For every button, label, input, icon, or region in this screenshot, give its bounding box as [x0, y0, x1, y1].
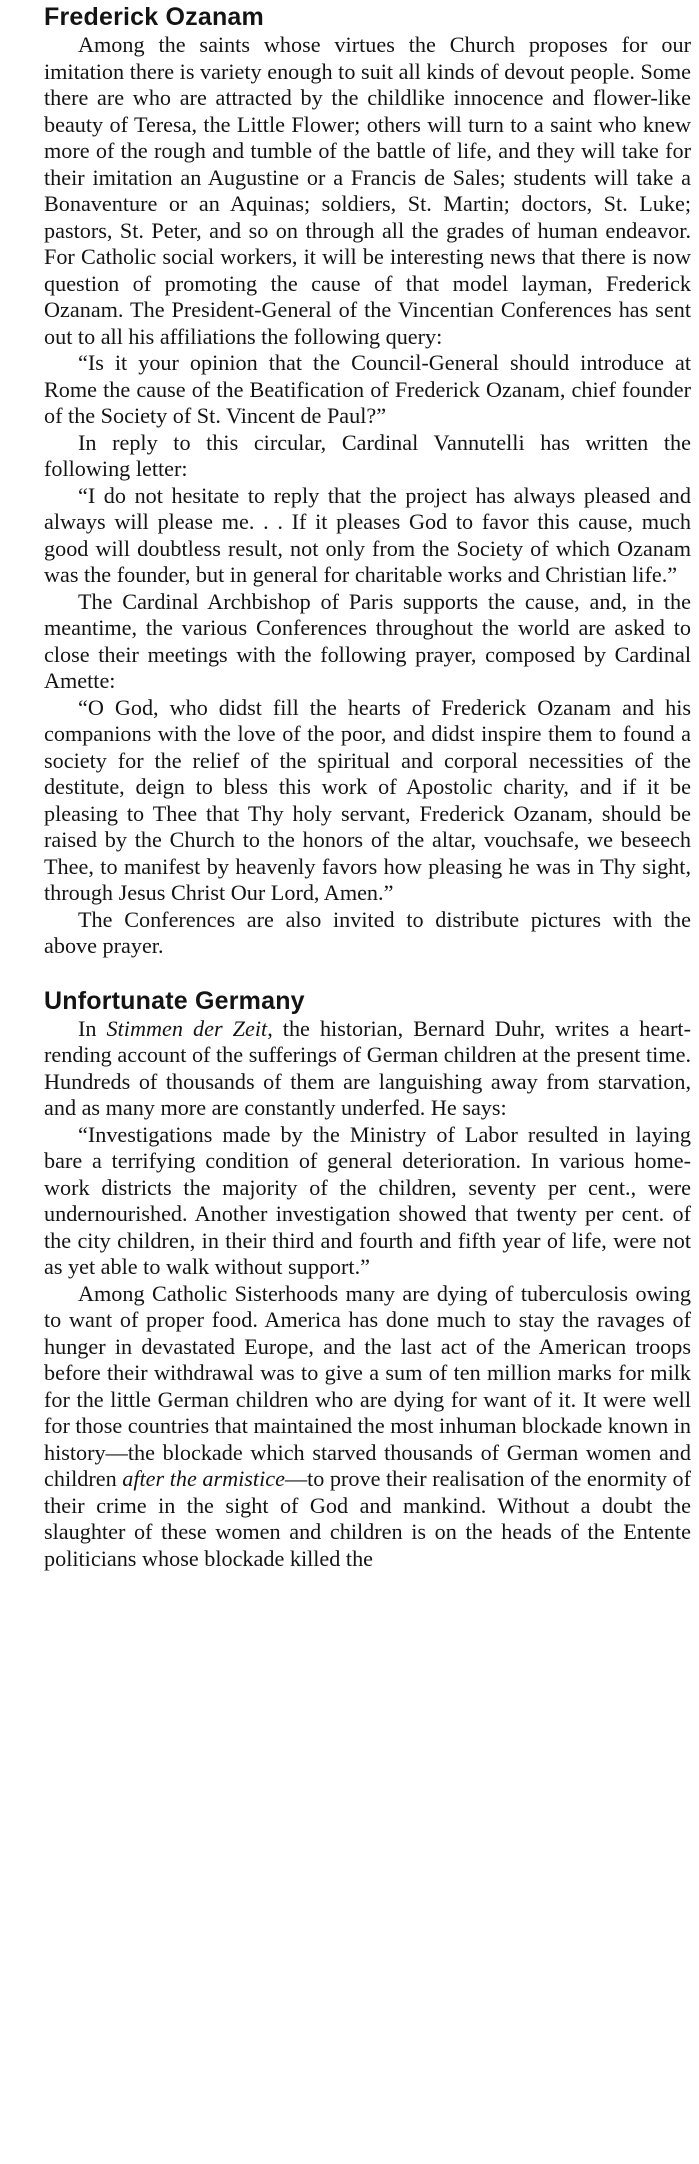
paragraph-text: —to prove their realisation of the enormity of their crime in the sight of God and mankind. Without a doubt the slaughter of these women and children is on the heads of the Entente politicians whose blockade killed the: [44, 1466, 691, 1571]
paragraph-text: The Cardinal Archbishop of Paris supports the cause, and, in the meantime, the various Conferences throughout the world are asked to close their meetings with the following prayer, composed by Cardinal Amette:: [44, 588, 691, 693]
paragraph: [44, 350, 691, 430]
article-frederick-ozanam: [44, 2, 691, 960]
paragraph: [44, 907, 691, 960]
paragraph: [44, 1281, 691, 1573]
paragraph-text: In: [78, 1015, 107, 1041]
paragraph-text: “Is it your opinion that the Council-General should introduce at Rome the cause of the Beatification of Frederick Ozanam, chief founder of the Society of St. Vincent de Paul?”: [44, 350, 691, 428]
paragraph-text: “O God, who didst fill the hearts of Frederick Ozanam and his companions with the love of the poor, and didst inspire them to found a society for the relief of the spiritual and corporal necessities of the destitute, deign to bless this work of Apostolic charity, and if it be pleasing to Thee that Thy holy servant, Frederick Ozanam, should be raised by the Church to the honors of the altar, vouchsafe, we beseech Thee, to manifest by heavenly favors how pleasing he was in Thy sight, through Jesus Christ Our Lord, Amen.”: [44, 694, 691, 905]
paragraph: [44, 695, 691, 907]
article-heading: Frederick Ozanam: [44, 3, 264, 31]
italic-text: after the armistice: [122, 1466, 285, 1491]
italic-text: Stimmen der Zeit: [106, 1015, 268, 1041]
article-body: [44, 1016, 691, 1573]
paragraph-text: “I do not hesitate to reply that the project has always pleased and always will please me. . . If it pleases God to favor this cause, much good will doubtless result, not only from the Society of which Ozanam was the founder, but in general for charitable works and Christian life.”: [44, 482, 691, 587]
paragraph-text: Among Catholic Sisterhoods many are dying of tuberculosis owing to want of proper food. America has done much to stay the ravages of hunger in devastated Europe, and the last act of the American troops before their withdrawal was to give a sum of ten million marks for milk for the little German children who are dying for want of it. It were well for those countries that maintained the most inhuman blockade known in history—the blockade which starved thousands of German women and children: [44, 1280, 691, 1491]
article-body: [44, 32, 691, 960]
paragraph: [44, 430, 691, 483]
paragraph-text: The Conferences are also invited to distribute pictures with the above prayer.: [44, 906, 691, 958]
paragraph: [44, 589, 691, 695]
paragraph-text: Among the saints whose virtues the Church proposes for our imitation there is variety enough to suit all kinds of devout people. Some there are who are attracted by the childlike innocence and flower-like beauty of Teresa, the Little Flower; others will turn to a saint who knew more of the rough and tumble of the battle of life, and they will take for their imitation an Augustine or a Francis de Sales; students will take a Bonaventure or an Aquinas; soldiers, St. Martin; doctors, St. Luke; pastors, St. Peter, and so on through all the grades of human endeavor. For Catholic social workers, it will be interesting news that there is now question of promoting the cause of that model layman, Frederick Ozanam. The President-General of the Vincentian Conferences has sent out to all his affiliations the following query:: [44, 32, 691, 349]
paragraph: [44, 32, 691, 350]
paragraph: [44, 483, 691, 589]
paragraph: [44, 1016, 691, 1122]
article-unfortunate-germany: [44, 986, 691, 1573]
paragraph-text: “Investigations made by the Ministry of Labor resulted in laying bare a terrifying condition of general deterioration. In various home-work districts the majority of the children, seventy per cent., were undernourished. Another investigation showed that twenty per cent. of the city children, in their third and fourth and fifth year of life, were not as yet able to walk without support.”: [44, 1121, 691, 1279]
paragraph-text: , the historian, Bernard Duhr, writes a heart-rending account of the sufferings of German children at the present time. Hundreds of thousands of them are languishing away from starvation, and as many more are constantly underfed. He says:: [44, 1015, 691, 1120]
paragraph-text: In reply to this circular, Cardinal Vannutelli has written the following letter:: [44, 429, 691, 481]
paragraph: [44, 1122, 691, 1281]
article-heading: Unfortunate Germany: [44, 986, 305, 1015]
